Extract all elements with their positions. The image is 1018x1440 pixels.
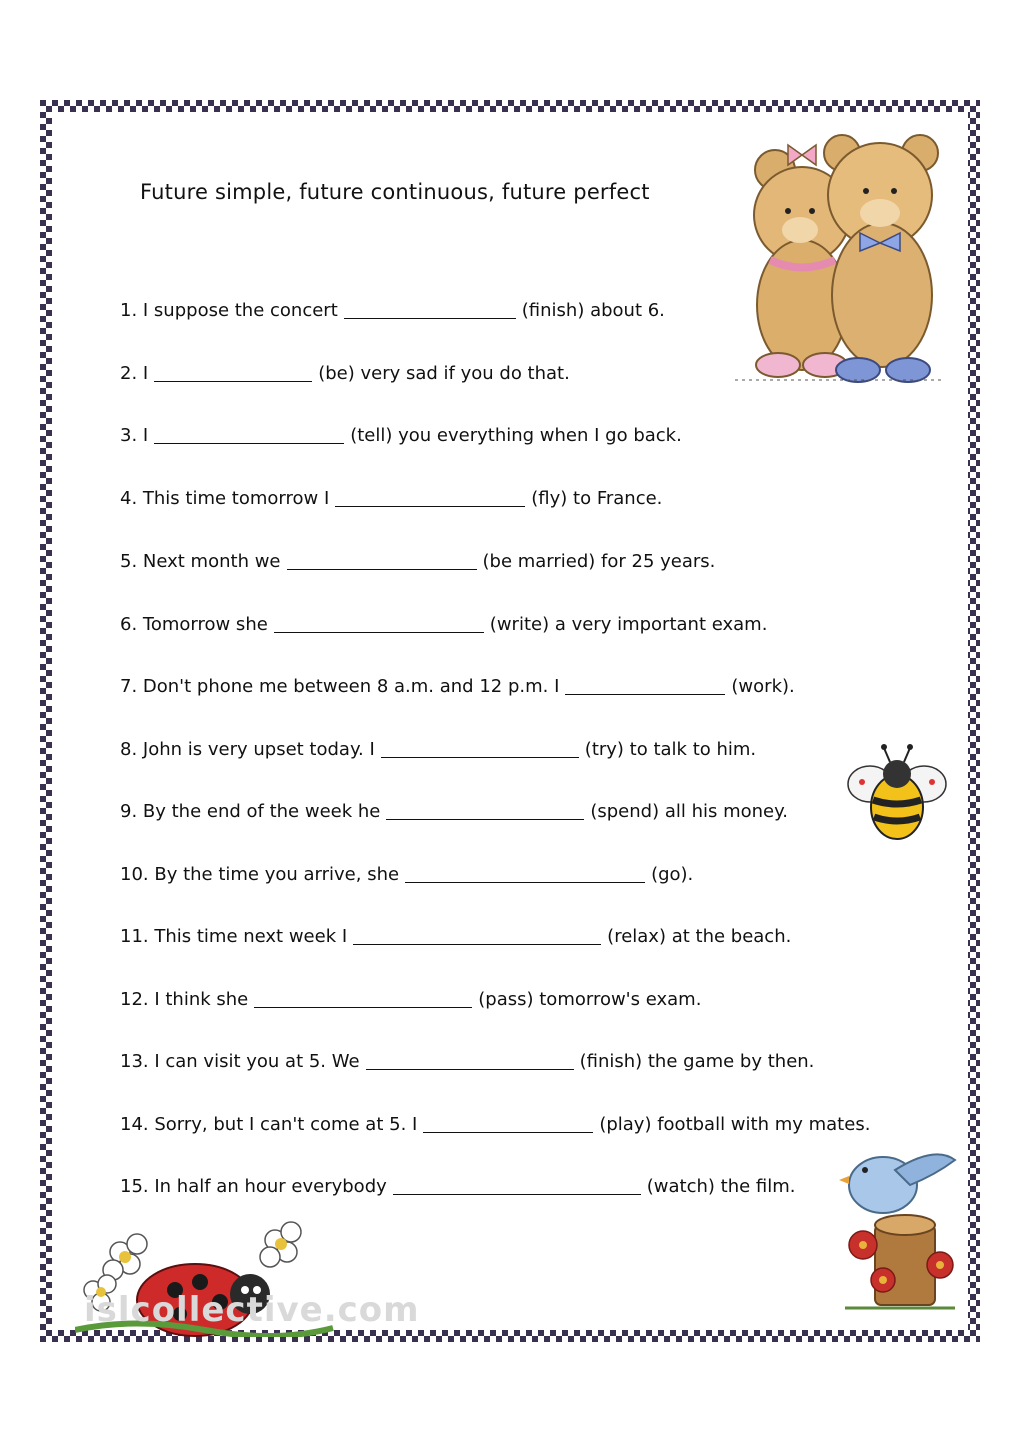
answer-blank-5[interactable] (287, 551, 477, 570)
question-1: 1. I suppose the concert (finish) about 6. (120, 300, 665, 321)
question-11: 11. This time next week I (relax) at the beach. (120, 926, 792, 947)
question-8: 8. John is very upset today. I (try) to talk to him. (120, 739, 757, 760)
answer-blank-7[interactable] (565, 676, 725, 695)
question-9: 9. By the end of the week he (spend) all his money. (120, 801, 788, 822)
answer-blank-15[interactable] (393, 1176, 641, 1195)
question-2: 2. I (be) very sad if you do that. (120, 363, 570, 384)
answer-blank-6[interactable] (274, 614, 484, 633)
answer-blank-11[interactable] (353, 926, 601, 945)
question-14: 14. Sorry, but I can't come at 5. I (play) football with my mates. (120, 1114, 871, 1135)
watermark: islcollective.com (84, 1290, 420, 1330)
question-6: 6. Tomorrow she (write) a very important exam. (120, 614, 768, 635)
question-15: 15. In half an hour everybody (watch) the film. (120, 1176, 796, 1197)
answer-blank-9[interactable] (386, 801, 584, 820)
answer-blank-8[interactable] (381, 739, 579, 758)
answer-blank-4[interactable] (335, 488, 525, 507)
question-12: 12. I think she (pass) tomorrow's exam. (120, 989, 702, 1010)
bird-on-stump-icon (835, 1140, 965, 1315)
answer-blank-12[interactable] (254, 989, 472, 1008)
question-5: 5. Next month we (be married) for 25 years. (120, 551, 716, 572)
answer-blank-2[interactable] (154, 363, 312, 382)
question-4: 4. This time tomorrow I (fly) to France. (120, 488, 663, 509)
worksheet-title: Future simple, future continuous, future perfect (140, 180, 650, 204)
answer-blank-13[interactable] (366, 1051, 574, 1070)
answer-blank-1[interactable] (344, 300, 516, 319)
teddy-bears-icon (730, 125, 950, 387)
question-7: 7. Don't phone me between 8 a.m. and 12 p.m. I (work). (120, 676, 795, 697)
bee-icon (842, 742, 952, 847)
answer-blank-3[interactable] (154, 425, 344, 444)
question-3: 3. I (tell) you everything when I go back. (120, 425, 682, 446)
question-13: 13. I can visit you at 5. We (finish) the game by then. (120, 1051, 815, 1072)
question-10: 10. By the time you arrive, she (go). (120, 864, 694, 885)
answer-blank-14[interactable] (423, 1114, 593, 1133)
answer-blank-10[interactable] (405, 864, 645, 883)
